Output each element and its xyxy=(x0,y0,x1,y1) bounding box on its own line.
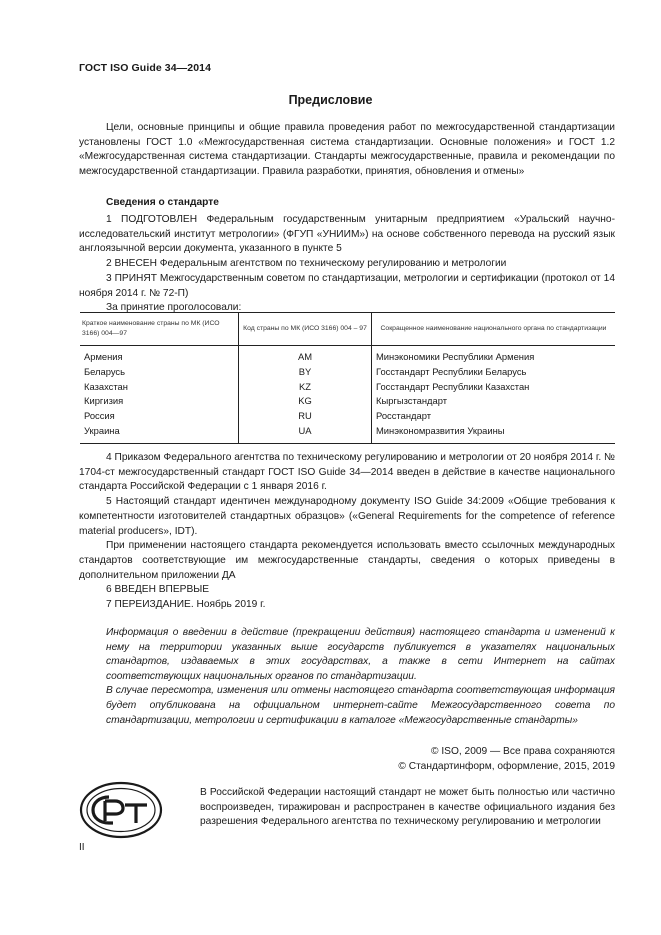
standard-info-block xyxy=(79,213,615,316)
code-cell: BY xyxy=(239,365,372,380)
country-cell: Беларусь xyxy=(80,365,239,380)
col-header-code: Код страны по МК (ИСО 3166) 004 – 97 xyxy=(239,313,372,346)
notice-paragraph-1: Информация о введении в действие (прекращении действия) настоящего стандарта и изменений к нему на территории указанных выше государств публикуется в указателях национальных стандартов, издаваемых в этих государствах, а также в сети Интернет на сайтах соответствующих национальных органов по стандартизации. xyxy=(106,627,615,682)
intro-block xyxy=(79,121,615,180)
info-item-2: 2 ВНЕСЕН Федеральным агентством по техническому регулированию и метрологии xyxy=(106,258,507,270)
country-cell: Киргизия xyxy=(80,394,239,409)
info-item-7: 7 ПЕРЕИЗДАНИЕ. Ноябрь 2019 г. xyxy=(106,599,266,611)
rst-logo-icon xyxy=(79,781,163,839)
table-row xyxy=(80,409,615,424)
code-cell: KZ xyxy=(239,380,372,395)
country-cell: Украина xyxy=(80,424,239,443)
voting-table xyxy=(80,312,615,444)
body-cell: Минэкономики Республики Армения xyxy=(376,351,535,362)
notice-block xyxy=(106,626,615,728)
info-item-3: 3 ПРИНЯТ Межгосударственным советом по стандартизации, метрологии и сертификации (протокол от 14 ноября 2014 г. № 72-П) xyxy=(79,272,615,299)
table-header-row xyxy=(80,313,615,346)
document-header: ГОСТ ISO Guide 34—2014 xyxy=(79,62,212,74)
code-cell: RU xyxy=(239,409,372,424)
country-cell: Казахстан xyxy=(80,380,239,395)
body-cell: Кыргызстандарт xyxy=(376,395,448,407)
table-row xyxy=(80,394,615,409)
table-row xyxy=(80,424,615,443)
table-row xyxy=(80,346,615,365)
body-cell: Госстандарт Республики Беларусь xyxy=(376,365,527,377)
body-cell: Минэкономразвития Украины xyxy=(372,424,616,443)
table-row xyxy=(80,365,615,380)
legal-notice xyxy=(200,786,615,830)
implementation-block xyxy=(79,451,615,613)
code-cell: AM xyxy=(239,346,372,365)
code-cell: KG xyxy=(239,394,372,409)
col-header-body: Сокращенное наименование национального органа по стандартизации xyxy=(372,313,616,346)
page-number: II xyxy=(79,842,85,853)
body-cell: Госстандарт Республики Казахстан xyxy=(376,380,530,392)
info-item-1: 1 ПОДГОТОВЛЕН Федеральным государственным унитарным предприятием «Уральский научно-исследовательский институт метрологии» (ФГУП «УНИИМ») на основе собственного перевода на русский язык англоязычной версии документа, указанного в пункте 5 xyxy=(79,214,615,255)
voted-caption: За принятие проголосовали: xyxy=(106,302,242,314)
legal-text: В Российской Федерации настоящий стандарт не может быть полностью или частично воспроизведен, тиражирован и распространен в качестве официального издания без разрешения Федерального агентства по техническому регулированию и метрологии xyxy=(200,787,615,828)
copyright-iso: © ISO, 2009 — Все права сохраняются xyxy=(431,746,615,757)
country-cell: Россия xyxy=(80,409,239,424)
col-header-country: Краткое наименование страны по МК (ИСО 3166) 004—97 xyxy=(80,313,239,346)
page-title: Предисловие xyxy=(288,93,373,107)
references-note: При применении настоящего стандарта рекомендуется использовать вместо ссылочных международных стандартов соответствующие им межгосударственные стандарты, сведения о которых приведены в дополнительном приложении ДА xyxy=(79,540,615,581)
section-heading: Сведения о стандарте xyxy=(106,197,219,208)
intro-paragraph: Цели, основные принципы и общие правила проведения работ по межгосударственной стандартизации установлены ГОСТ 1.0 «Межгосударственная система стандартизации. Основные положения» и ГОСТ 1.2 «Межгосударственная система стандартизации. Стандарты межгосударственные, правила и рекомендации по межгосударственной стандартизации. Правила разработки, принятия, обновления и отмены» xyxy=(79,122,615,178)
country-cell: Армения xyxy=(80,346,239,365)
notice-paragraph-2: В случае пересмотра, изменения или отмены настоящего стандарта соответствующая информация будет опубликована на официальном интернет-сайте Межгосударственного совета по стандартизации, метрологии и сертификации в каталоге «Межгосударственные стандарты» xyxy=(106,685,615,726)
info-item-6: 6 ВВЕДЕН ВПЕРВЫЕ xyxy=(106,584,210,596)
table-row xyxy=(80,380,615,395)
copyright-standartinform: © Стандартинформ, оформление, 2015, 2019 xyxy=(398,761,615,772)
info-item-4: 4 Приказом Федерального агентства по техническому регулированию и метрологии от 20 ноября 2014 г. № 1704-ст межгосударственный стандарт ГОСТ ISO Guide 34—2014 введен в действие в качестве национального стандарта Российской Федерации с 1 января 2016 г. xyxy=(79,452,615,493)
body-cell: Росстандарт xyxy=(376,410,431,422)
info-item-5: 5 Настоящий стандарт идентичен международному документу ISO Guide 34:2009 «Общие требования к компетентности изготовителей стандартных образцов» («General Requirements for the competence of reference material producers», IDT). xyxy=(79,496,615,537)
code-cell: UA xyxy=(239,424,372,443)
